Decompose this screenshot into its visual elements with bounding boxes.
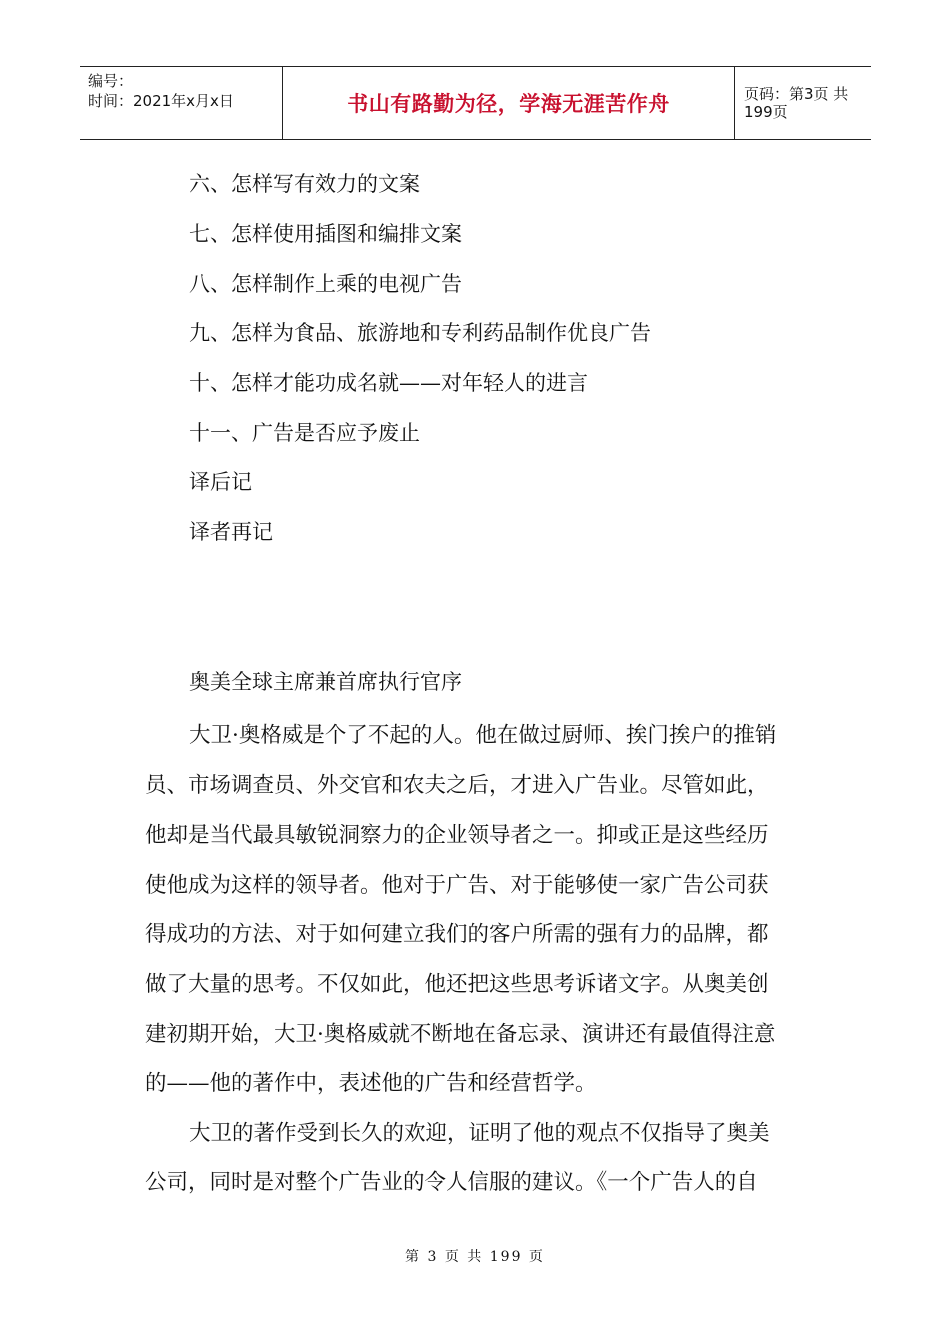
date-label: 时间：2021年x月x日 [88,92,234,110]
page-header [80,66,871,140]
toc-item: 译后记 [189,470,252,494]
paragraph-line: 员、市场调查员、外交官和农夫之后，才进入广告业。尽管如此， [145,773,769,798]
header-meta [80,67,282,139]
paragraph-line: 的——他的著作中，表述他的广告和经营哲学。 [145,1071,597,1096]
paragraph-line: 他却是当代最具敏锐洞察力的企业领导者之一。抑或正是这些经历 [145,823,769,848]
toc-item: 七、怎样使用插图和编排文案 [189,222,462,246]
toc-item: 六、怎样写有效力的文案 [189,172,420,196]
header-motto-cell [282,67,735,139]
header-page-cell [734,67,871,139]
toc-item: 译者再记 [189,520,273,544]
paragraph-line: 大卫·奥格威是个了不起的人。他在做过厨师、挨门挨户的推销 [189,723,777,748]
header-motto: 书山有路勤为径，学海无涯苦作舟 [347,92,670,116]
paragraph-line: 做了大量的思考。不仅如此，他还把这些思考诉诸文字。从奥美创 [145,972,769,997]
page-footer: 第 3 页 共 199 页 [405,1249,545,1265]
number-label: 编号： [88,72,134,90]
paragraph-line: 大卫的著作受到长久的欢迎，证明了他的观点不仅指导了奥美 [189,1121,770,1146]
paragraph-line: 得成功的方法、对于如何建立我们的客户所需的强有力的品牌，都 [145,922,769,947]
toc-item: 九、怎样为食品、旅游地和专利药品制作优良广告 [189,321,651,345]
paragraph-line: 公司，同时是对整个广告业的令人信服的建议。《一个广告人的自 [145,1170,758,1195]
paragraph-line: 建初期开始，大卫·奥格威就不断地在备忘录、演讲还有最值得注意 [145,1022,776,1047]
preface-title: 奥美全球主席兼首席执行官序 [189,670,462,694]
toc-item: 八、怎样制作上乘的电视广告 [189,272,462,296]
header-page-info: 页码：第3页 共199页 [744,85,849,121]
toc-item: 十一、广告是否应予废止 [189,421,420,445]
toc-item: 十、怎样才能功成名就——对年轻人的进言 [189,371,588,395]
paragraph-line: 使他成为这样的领导者。他对于广告、对于能够使一家广告公司获 [145,873,769,898]
